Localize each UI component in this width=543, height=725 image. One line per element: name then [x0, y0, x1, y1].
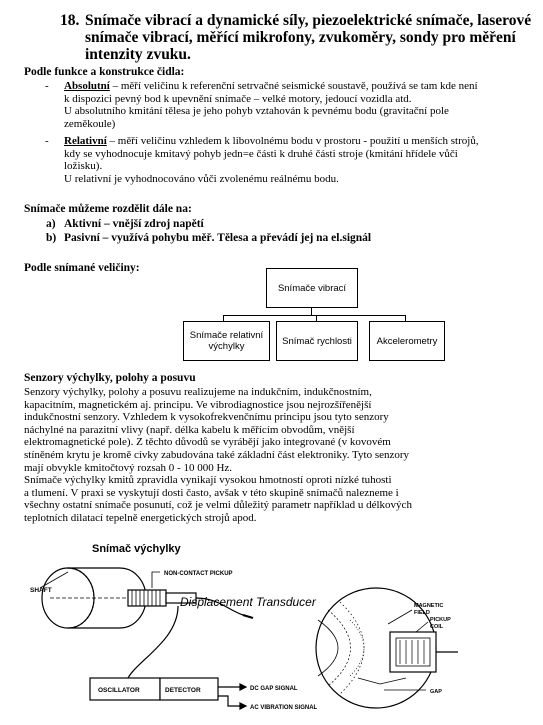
title-number: 18.	[60, 12, 80, 29]
connector	[223, 315, 406, 316]
list-item-relative: Relativní – měří veličinu vzhledem k libovolnému bodu v prostoru - použití u menších strojů, kdy se vyhodnocuje kmitavý pohyb jedn=e části k druhé části stroje (kmitání hřídele vůči ložisku). U relativní je vyhodnocováno vůči zvolenému reálnému bodu.	[64, 135, 479, 185]
page-title	[62, 12, 532, 63]
label-field: FIELD	[414, 610, 430, 616]
section-heading-function: Podle funkce a konstrukce čidla:	[24, 66, 185, 78]
label-pickup-coil: PICKUP	[430, 617, 451, 623]
displacement-transducer-figure	[28, 560, 528, 720]
connector	[311, 307, 312, 315]
term-relative: Relativní	[64, 135, 107, 147]
label-dc-gap: DC GAP SIGNAL	[250, 686, 298, 692]
label-oscillator: OSCILLATOR	[98, 687, 140, 694]
bullet: -	[45, 80, 49, 92]
term-absolute: Absolutní	[64, 80, 110, 92]
figure-caption: Snímač výchylky	[92, 543, 181, 555]
label-detector: DETECTOR	[165, 687, 201, 694]
diagram-box-accelerometer: Akcelerometry	[369, 321, 445, 361]
label-shaft: SHAFT	[30, 587, 52, 594]
diagram-root-box: Snímače vibrací	[266, 268, 358, 308]
title-text: Snímače vibrací a dynamické síly, piezoelektrické snímače, laserové snímače vibrací, měřící mikrofony, zvukoměry, sondy pro měření intenzity zvuku.	[85, 12, 532, 63]
diagram-box-velocity: Snímač rychlosti	[276, 321, 358, 361]
list-item-active: Aktivní – vnější zdroj napětí	[64, 218, 204, 230]
section-heading-division: Snímače můžeme rozdělit dále na:	[24, 203, 192, 215]
section-heading-sensors: Senzory výchylky, polohy a posuvu	[24, 372, 196, 384]
label-ac-vibration: AC VIBRATION SIGNAL	[250, 705, 318, 711]
diagram-box-displacement: Snímače relativní výchylky	[183, 321, 270, 361]
label-pickup: NON-CONTACT PICKUP	[164, 571, 233, 577]
bullet: -	[45, 135, 49, 147]
label-magnetic: MAGNETIC	[414, 603, 444, 609]
section-heading-quantity: Podle snímané veličiny:	[24, 262, 140, 274]
label-gap: GAP	[430, 689, 442, 695]
sensors-paragraph: Senzory výchylky, polohy a posuvu realizujeme na indukčním, indukčnostním, kapacitním, magnetickém aj. principu. Ve vibrodiagnostice jsou nejrozšířenější indukčnostní senzory. Vzhledem k vysokofrekvenčnímu principu jsou tyto senzory náchylné na parazitní vlivy (např. délka kabelu k měřícím obvodům, vnější elektromagnetické pole). Z těchto důvodů se vyrábějí jako integrované (v kovovém stíněném krytu je kromě cívky zabudována také základní část elektroniky. Tyto senzory mají obvykle kmitočtový rozsah 0 - 10 000 Hz. Snímače výchylky kmitů zpravidla vynikají vysokou hmotností oproti nízké tuhosti a tlumení. V praxi se vyskytují dosti často, avšak v této skupině snímačů nalezneme i všechny ostatní snímače posunutí, což je velmi důležitý parametr například u délkových teplotních dilatací tepelně energetických strojů apod.	[24, 386, 412, 524]
list-item-passive: Pasivní – využívá pohybu měř. Tělesa a převádí jej na el.signál	[64, 232, 372, 244]
label-coil: COIL	[430, 624, 444, 630]
list-label: a)	[46, 218, 56, 230]
list-item-absolute: Absolutní – měří veličinu k referenční setrvačné seismické soustavě, používá se tam kde není k dispozici pevný bod k upevnění snímače – velké motory, jedoucí vozidla atd. U absolutního kmitání tělesa je jeho pohyb vztahován k pevnému bodu (gravitační pole zeměkoule)	[64, 80, 478, 130]
figure-title: Displacement Transducer	[180, 595, 316, 609]
list-label: b)	[46, 232, 57, 244]
